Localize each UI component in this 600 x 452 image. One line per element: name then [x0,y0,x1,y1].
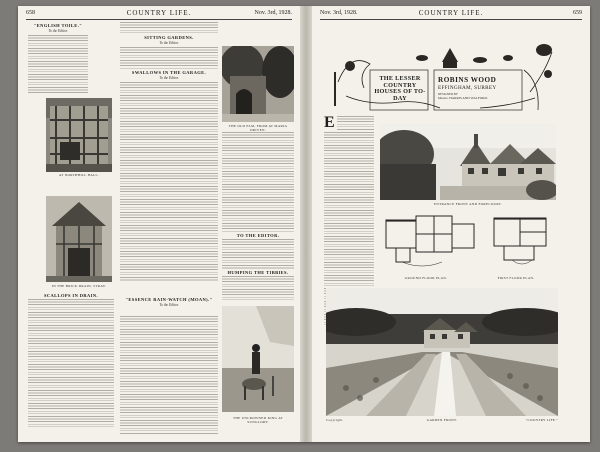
left-column-1 [28,22,88,96]
right-page [312,6,590,442]
photo-caption: GARDEN FRONT. [426,418,458,422]
left-page-header [26,10,292,20]
photo-caption: ENTRANCE FRONT AND FORECOURT. [433,202,503,206]
left-column-2 [120,22,218,292]
article-heading: "ESSENCE RAIN-WATCH (MOAN)." [125,297,213,302]
house-location: EFFINGHAM, SURREY [438,85,497,91]
article-opening [324,116,374,130]
left-column-3 [222,132,294,304]
article-text-block [28,299,114,429]
page-gutter [300,6,312,442]
article-heading: SITTING GARDENS. [144,35,194,40]
article-text-block [120,47,218,69]
article-heading: "ENGLISH TOILE." [33,23,83,28]
article-text-block [337,116,374,130]
article-text-block [222,239,294,269]
article-byline: To the Editor. [48,29,68,33]
article-byline: To the Editor. [159,76,179,80]
left-page [18,6,300,442]
photo-caption: THE UNCROWNED KING AT SUNGLORY. [233,416,283,424]
article-text-block [120,82,218,282]
article-text-block [222,276,294,300]
article-byline: To the Editor. [159,41,179,45]
series-banner [330,22,560,114]
left-column-1-bottom [28,292,114,432]
left-column-2-bottom [120,316,218,434]
article-text-block [120,22,218,34]
article-heading: HUMPING THE TIBBIES. [227,270,289,275]
photo-entrance-front [380,124,556,200]
article-heading: SWALLOWS IN THE GARAGE. [131,70,207,75]
issue-date: Nov. 3rd, 1928. [320,10,358,16]
photo-brick-porch [46,196,112,282]
photo-caption: THE OLD ELM, FROM AT MARIA DRIVEN. [228,124,288,132]
article-text-block [222,132,294,232]
architects-name: Messrs. HARRIS AND WALFORD. [438,96,488,100]
issue-date: Nov. 3rd, 1928. [254,10,292,16]
article-byline: To the Editor. [159,303,179,307]
magazine-title: COUNTRY LIFE. [418,9,484,17]
drop-cap: E [324,116,335,131]
photo-credit: "COUNTRY LIFE." [525,418,558,422]
article-heading: SCALLOPS IN DRAIN. [43,293,99,298]
page-number: 658 [26,10,35,16]
plan-caption: FIRST FLOOR PLAN. [497,276,535,280]
article-heading: TO THE EDITOR. [236,233,280,238]
series-title: THE LESSER COUNTRY HOUSES OF TO-DAY [374,75,426,102]
architects-label: DESIGNED BY [438,92,458,96]
page-number: 659 [573,10,582,16]
photo-caption: IN THE BRICK DRAIN, STRAY. [51,284,107,288]
article-text-block [120,316,218,434]
photo-garden-front [326,288,558,416]
magazine-title: COUNTRY LIFE. [126,9,192,17]
magazine-spread [18,6,590,442]
photo-caption: AT NORTHHILL HALL. [58,173,100,177]
photo-figure-with-goat [222,306,294,412]
house-name: ROBINS WOOD [438,76,497,84]
article-text-block [28,35,88,93]
floor-plans [382,210,558,274]
right-page-header [320,10,582,20]
photo-credit: Copyright. [326,418,344,422]
plan-caption: GROUND FLOOR PLAN. [404,276,448,280]
photo-old-elm [222,46,294,122]
photo-timbered-gable [46,98,112,172]
